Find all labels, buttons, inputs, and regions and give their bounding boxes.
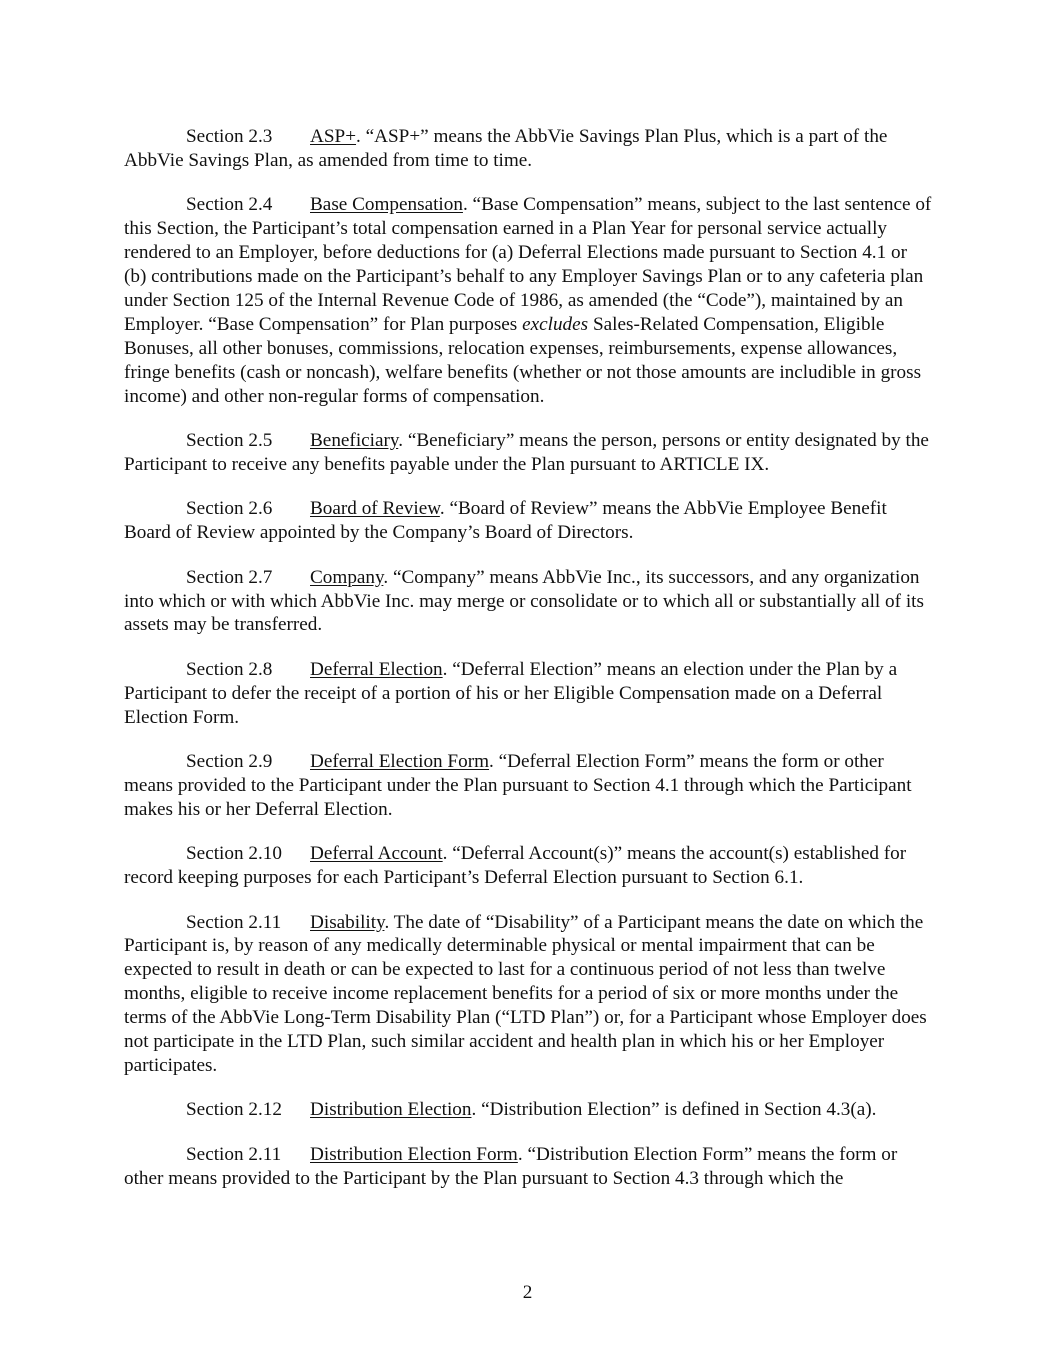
section-2-12: [124, 1098, 932, 1122]
page-number: 2: [522, 1282, 533, 1303]
section-body: . “Distribution Election Form” means the form or other means provided to the Participant by the Plan pursuant to Section 4.3 through which the: [124, 1143, 898, 1189]
section-2-4: [124, 193, 932, 408]
defined-term: Distribution Election Form: [310, 1143, 518, 1165]
defined-term: Board of Review: [310, 498, 440, 520]
section-number: Section 2.10: [186, 843, 282, 865]
section-body: . The date of “Disability” of a Participant means the date on which the Participant is, by reason of any medically determinable physical or mental impairment that can be expected to result in death or can be expected to last for a continuous period of not less than twelve months, eligible to receive income replacement benefits for a period of six or more months under the terms of the AbbVie Long-Term Disability Plan (“LTD Plan”) or, for a Participant whose Employer does not participate in the LTD Plan, such similar accident and health plan in which his or her Employer participates.: [124, 911, 927, 1076]
section-2-10: [124, 842, 932, 890]
section-body: . “Base Compensation” means, subject to the last sentence of this Section, the Participant’s total compensation earned in a Plan Year for personal service actually rendered to an Employer, before deductions for (a) Deferral Elections made pursuant to Section 4.1 or (b) contributions made on the Participant’s behalf to any Employer Savings Plan or to any cafeteria plan under Section 125 of the Internal Revenue Code of 1986, as amended (the “Code”), maintained by an Employer. “Base Compensation” for Plan purposes: [124, 194, 932, 335]
section-2-7: [124, 566, 932, 638]
section-number: Section 2.4: [186, 194, 273, 216]
defined-term: Beneficiary: [310, 429, 399, 451]
section-number: Section 2.11: [186, 911, 282, 933]
section-number: Section 2.6: [186, 498, 273, 520]
section-body-continued: Sales-Related Compensation, Eligible Bonuses, all other bonuses, commissions, relocation expenses, reimbursements, expense allowances, fringe benefits (cash or noncash), welfare benefits (whether or not those amounts are includible in gross income) and other non-regular forms of compensation.: [124, 313, 922, 407]
section-2-8: [124, 658, 932, 730]
defined-term: Deferral Account: [310, 843, 443, 865]
section-number: Section 2.8: [186, 658, 273, 680]
section-number: Section 2.5: [186, 429, 273, 451]
document-page: [124, 125, 932, 1211]
section-body: . “Distribution Election” is defined in Section 4.3(a).: [471, 1099, 877, 1121]
section-2-11-distribution-form: [124, 1143, 932, 1191]
section-body: . “Company” means AbbVie Inc., its successors, and any organization into which or with which AbbVie Inc. may merge or consolidate or to which all or substantially all of its assets may be transferred.: [124, 566, 924, 636]
section-2-3: [124, 125, 932, 173]
section-number: Section 2.11: [186, 1143, 282, 1165]
section-2-5: [124, 429, 932, 477]
emphasis-text: excludes: [522, 313, 589, 335]
defined-term: Deferral Election: [310, 658, 443, 680]
section-2-9: [124, 750, 932, 822]
defined-term: Distribution Election: [310, 1099, 472, 1121]
defined-term: Base Compensation: [310, 194, 463, 216]
section-body: . “Beneficiary” means the person, persons or entity designated by the Participant to receive any benefits payable under the Plan pursuant to ARTICLE IX.: [124, 429, 929, 475]
defined-term: Company: [310, 566, 384, 588]
defined-term: Deferral Election Form: [310, 751, 490, 773]
defined-term: Disability: [310, 911, 385, 933]
section-body: . “Board of Review” means the AbbVie Employee Benefit Board of Review appointed by the Company’s Board of Directors.: [124, 498, 887, 544]
section-body: . “Deferral Election” means an election under the Plan by a Participant to defer the receipt of a portion of his or her Eligible Compensation made on a Deferral Election Form.: [124, 658, 898, 728]
defined-term: ASP+: [310, 126, 357, 147]
section-number: Section 2.7: [186, 566, 273, 588]
section-body: . “Deferral Election Form” means the form or other means provided to the Participant under the Plan pursuant to Section 4.1 through which the Participant makes his or her Deferral Election.: [124, 751, 912, 820]
section-2-11-disability: [124, 911, 932, 1078]
section-number: Section 2.9: [186, 751, 273, 773]
section-body: . “ASP+” means the AbbVie Savings Plan Plus, which is a part of the AbbVie Savings Plan, as amended from time to time.: [124, 126, 888, 171]
section-2-6: [124, 497, 932, 545]
section-number: Section 2.12: [186, 1099, 282, 1121]
section-body: . “Deferral Account(s)” means the account(s) established for record keeping purposes for each Participant’s Deferral Election pursuant to Section 6.1.: [124, 843, 907, 889]
section-number: Section 2.3: [186, 126, 273, 147]
